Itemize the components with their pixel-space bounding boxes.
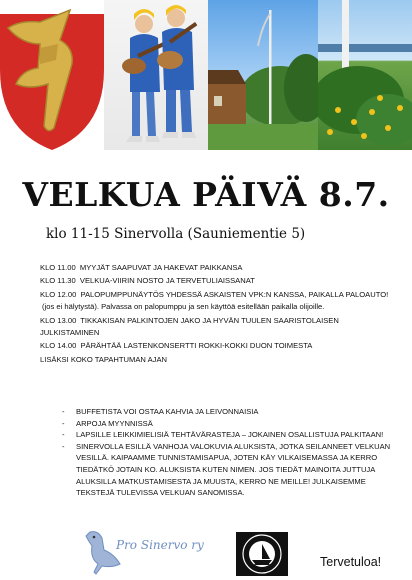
event-subtitle: klo 11-15 Sinervolla (Sauniementie 5) xyxy=(46,226,306,242)
schedule-time: KLO 12.00 xyxy=(40,289,77,299)
schedule-note: (jos ei hälytystä). Palvassa on palopumppu ja sen käyttöä esitellään paikalla olijoille. xyxy=(42,302,325,312)
garden-photo xyxy=(318,0,412,150)
schedule-item xyxy=(40,262,390,274)
schedule-item xyxy=(40,289,390,314)
seal-logo-icon xyxy=(236,532,288,576)
schedule-text: TIKKAKISAN PALKINTOJEN JAKO JA HYVÄN TUULEN SAARISTOLAISEN JULKISTAMINEN xyxy=(40,315,339,338)
musicians-photo-icon xyxy=(104,0,208,150)
extra-list xyxy=(62,406,392,499)
seagull-logo-icon xyxy=(84,528,124,576)
list-item: - LAPSILLE LEIKKIMIELISIÄ TEHTÄVÄRASTEJA – JOKAINEN OSALLISTUJA PALKITAAN! xyxy=(62,429,392,441)
schedule-text: MYYJÄT SAAPUVAT JA HAKEVAT PAIKKANSA xyxy=(79,263,243,272)
schedule-list xyxy=(40,262,390,367)
schedule-text: PÄRÄHTÄÄ LASTENKONSERTTI ROKKI-KOKKI DUON TOIMESTA xyxy=(80,341,313,351)
flagpole-photo xyxy=(208,0,318,150)
coat-of-arms-panel xyxy=(0,0,104,150)
extra-heading: LISÄKSI KOKO TAPAHTUMAN AJAN xyxy=(40,354,168,364)
schedule-time: KLO 14.00 xyxy=(40,341,77,351)
schedule-text: PALOPUMPPUNÄYTÖS YHDESSÄ ASKAISTEN VPK:N KANSSA, PAIKALLA PALOAUTO! xyxy=(80,289,389,299)
schedule-item xyxy=(40,275,390,287)
org-name: Pro Sinervo ry xyxy=(116,538,204,552)
musicians-photo xyxy=(104,0,208,150)
schedule-time: KLO 11.00 xyxy=(40,263,76,272)
welcome-text: Tervetuloa! xyxy=(320,555,382,569)
event-title: VELKUA PÄIVÄ 8.7. xyxy=(22,175,390,214)
coat-of-arms-icon xyxy=(0,0,104,150)
list-item: - SINERVOLLA ESILLÄ VANHOJA VALOKUVIA ALUKSISTA, JOTKA SEILANNEET VELKUAN VESILLÄ. KAIPAAMME TUNNISTAMISAPUA, JOTEN KÄY VILKAISEMASSA JA KERRO TIEDÄTKÖ JOTAIN KO. ALUKSISTA KUTEN NIMEN. JOS TIEDÄT MAINOITA JUTTUJA ALUKSILLA MATKUSTAMISESTA JA MUUSTA, KERRO NE MEILLE! JULKAISEMME TEKSTEJÄ TULEVISSA VELKUAN SANOMISSA. xyxy=(62,441,392,499)
schedule-time: KLO 13.00 xyxy=(40,315,77,325)
list-item: - ARPOJA MYYNNISSÄ xyxy=(62,418,392,430)
schedule-time: KLO 11.30 xyxy=(40,276,76,286)
schedule-item xyxy=(40,315,390,340)
flagpole-photo-icon xyxy=(208,0,318,150)
list-item: - BUFFETISTA VOI OSTAA KAHVIA JA LEIVONNAISIA xyxy=(62,406,392,418)
garden-photo-icon xyxy=(318,0,412,150)
schedule-item xyxy=(40,340,390,352)
schedule-text: VELKUA-VIIRIN NOSTO JA TERVETULIAISSANAT xyxy=(79,276,255,286)
header-banner xyxy=(0,0,412,150)
